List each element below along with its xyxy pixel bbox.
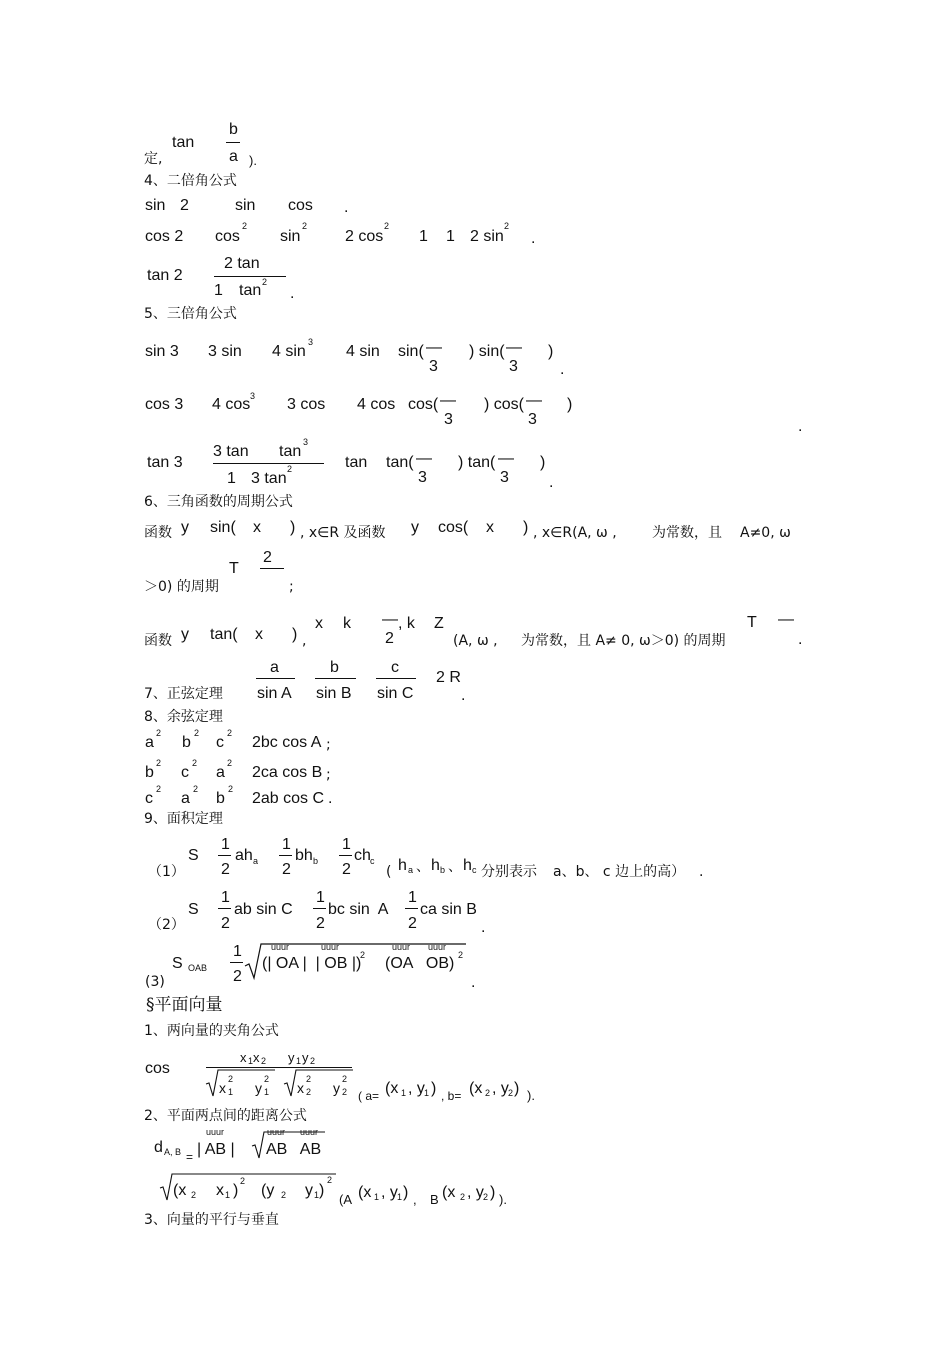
formula-token: (| OA | | OB |) <box>262 955 362 972</box>
formula-token: 2 <box>262 277 268 287</box>
formula-token: h <box>398 857 407 874</box>
formula-token: 1 <box>282 836 291 853</box>
formula-token: x <box>315 615 323 632</box>
formula-token: 2 <box>504 221 510 231</box>
formula-token: bh <box>295 847 313 864</box>
formula-token: — <box>526 392 542 409</box>
formula-token: 2 sin <box>470 228 504 245</box>
formula-token: 2 R <box>436 669 461 686</box>
formula-token: ; <box>326 737 331 753</box>
section-6-heading: 6、三角函数的周期公式 <box>144 494 293 510</box>
formula-token: 1 <box>248 1056 254 1066</box>
formula-token: 1 <box>228 1087 234 1097</box>
formula-token: . <box>481 919 486 936</box>
formula-token: 1 <box>419 228 428 245</box>
formula-token: (A <box>339 1192 352 1207</box>
formula-token: uuur <box>428 942 447 952</box>
formula-token: 2 tan <box>224 255 260 272</box>
parallel-perpendicular-heading: 3、向量的平行与垂直 <box>144 1212 279 1228</box>
formula-token: S <box>172 955 183 972</box>
formula-token: , y <box>467 1184 484 1201</box>
formula-token: 2 <box>156 758 162 768</box>
formula-token: sin( <box>398 343 424 360</box>
formula-token: — <box>426 339 442 356</box>
formula-token: 3 sin <box>208 343 242 360</box>
formula-token: 1 <box>221 836 230 853</box>
formula-token: 2 <box>460 1192 466 1202</box>
formula-token: tan 2 <box>147 267 183 284</box>
formula-token: 2 <box>408 915 417 932</box>
formula-token: 2 <box>458 950 464 960</box>
formula-token: ) <box>403 1184 409 1201</box>
formula-token: ). <box>499 1192 507 1207</box>
formula-token: A≠0, ω <box>740 525 791 541</box>
formula-token: h <box>431 857 440 874</box>
formula-token: a <box>181 790 190 807</box>
section-7-heading: 7、正弦定理 <box>144 686 223 702</box>
formula-token: sin( <box>210 519 236 536</box>
formula-token: sin <box>145 197 166 214</box>
fraction-bar <box>405 908 418 909</box>
formula-token: . <box>461 687 466 704</box>
formula-token: ) <box>567 396 573 413</box>
formula-token: cos( <box>438 519 469 536</box>
formula-token: 2 <box>287 464 293 474</box>
formula-token: = <box>186 1150 194 1164</box>
formula-token: 2 <box>221 861 230 878</box>
formula-token: 1 <box>408 889 417 906</box>
formula-token: 2 <box>306 1074 312 1084</box>
fraction-bar <box>279 855 292 856</box>
formula-token: sin A <box>257 685 292 702</box>
formula-token: — <box>382 611 398 628</box>
section-4-heading: 4、二倍角公式 <box>144 173 237 189</box>
formula-token: uuur <box>300 1127 319 1137</box>
formula-token: 2 <box>342 1087 348 1097</box>
formula-token: ( a= <box>358 1089 380 1103</box>
formula-token: , <box>302 633 307 649</box>
formula-token: 2ab cos C <box>252 790 325 807</box>
formula-token: 1 <box>221 889 230 906</box>
formula-token: uuur <box>271 942 290 952</box>
formula-token: ) <box>431 1080 437 1097</box>
formula-token: 2 <box>191 1190 197 1200</box>
formula-token: (x <box>385 1080 399 1097</box>
formula-token: OAB <box>188 963 208 973</box>
formula-token: 1 <box>342 836 351 853</box>
formula-token: ) <box>290 519 296 536</box>
formula-token: 、 <box>416 859 430 875</box>
formula-token: a <box>253 856 259 866</box>
formula-token: ) sin( <box>469 343 505 360</box>
formula-token: . <box>344 199 349 216</box>
formula-token: , x∈R 及函数 <box>300 525 386 541</box>
formula-token: c <box>181 764 189 781</box>
formula-token: cos 3 <box>145 396 184 413</box>
formula-token: bc sin A <box>328 901 389 918</box>
formula-token: c <box>216 734 224 751</box>
formula-token: 1 <box>397 1192 403 1202</box>
formula-token: 4 cos <box>212 396 251 413</box>
formula-token: ) cos( <box>484 396 524 413</box>
formula-token: uuur <box>206 1127 225 1137</box>
formula-token: . <box>699 864 704 880</box>
formula-token: 2 <box>342 1074 348 1084</box>
formula-token: y <box>302 1050 309 1065</box>
formula-token: , y <box>381 1184 398 1201</box>
formula-token: b <box>216 790 225 807</box>
formula-token: 2 <box>233 968 242 985</box>
formula-token: （1） <box>148 864 185 880</box>
formula-token: , y <box>408 1080 425 1097</box>
section-8-heading: 8、余弦定理 <box>144 709 223 725</box>
formula-token: 2bc cos A <box>252 734 322 751</box>
formula-token: — <box>498 450 514 467</box>
formula-token: B <box>430 1192 439 1207</box>
formula-token: d <box>154 1139 163 1156</box>
formula-token: 1 <box>316 889 325 906</box>
formula-token: 2 <box>156 728 162 738</box>
formula-token: (y <box>261 1182 275 1199</box>
formula-token: 1 <box>264 1087 270 1097</box>
formula-token: . <box>290 285 295 302</box>
formula-token: (x <box>442 1184 456 1201</box>
formula-token: x <box>219 1080 226 1096</box>
formula-token: 2 <box>261 1056 267 1066</box>
formula-token: 2 <box>264 1074 270 1084</box>
formula-token: sin 3 <box>145 343 179 360</box>
formula-token: 2 <box>228 784 234 794</box>
formula-token: 4 cos <box>357 396 396 413</box>
formula-token: sin <box>235 197 256 214</box>
formula-token: x <box>216 1182 224 1199</box>
formula-token: x <box>253 519 261 536</box>
vector-angle-heading: 1、两向量的夹角公式 <box>144 1023 279 1039</box>
formula-token: 2 <box>242 221 248 231</box>
formula-token: 2 <box>342 861 351 878</box>
formula-token: x <box>486 519 494 536</box>
close-paren: ). <box>249 153 257 168</box>
formula-token: tan <box>239 282 262 299</box>
formula-token: c <box>391 659 399 676</box>
formula-token: 2 <box>310 1056 316 1066</box>
fraction-bar <box>230 962 243 963</box>
formula-token: 3 <box>444 411 453 428</box>
formula-token: ) <box>319 1182 325 1199</box>
formula-token: (x <box>469 1080 483 1097</box>
formula-token: 2 <box>156 784 162 794</box>
formula-token: 3 cos <box>287 396 326 413</box>
formula-token: 2 <box>485 1088 491 1098</box>
formula-token: cos <box>288 197 313 214</box>
formula-token: b <box>182 734 191 751</box>
formula-token: 2 <box>483 1192 489 1202</box>
formula-token: | AB | <box>197 1141 235 1158</box>
formula-token: ch <box>354 847 371 864</box>
fraction-bar <box>214 276 286 277</box>
formula-token: 为常数，且 <box>652 525 722 541</box>
formula-token: 3 <box>250 391 256 401</box>
formula-token: ca sin B <box>420 901 477 918</box>
formula-token: . <box>549 474 554 491</box>
formula-token: 函数 <box>144 525 172 541</box>
formula-token: tan 3 <box>147 454 183 471</box>
formula-token: 1 <box>225 1190 231 1200</box>
formula-token: 2 <box>360 950 366 960</box>
formula-token: 1 <box>233 943 242 960</box>
formula-token: ). <box>527 1088 535 1103</box>
fraction-bar <box>213 463 324 464</box>
formula-token: 1 <box>374 1192 380 1202</box>
formula-token: . <box>328 790 333 807</box>
formula-token: sin C <box>377 685 414 702</box>
formula-token: 3 tan <box>213 443 249 460</box>
formula-token: 3 <box>528 411 537 428</box>
formula-token: x <box>255 626 263 643</box>
formula-token: 2 <box>384 221 390 231</box>
fraction-bar <box>313 908 326 909</box>
ding-text: 定, <box>144 151 163 167</box>
formula-token: 2 <box>180 197 189 214</box>
formula-token: T <box>229 560 239 577</box>
formula-token: ; <box>326 767 331 783</box>
formula-token: a、b、 c 边上的高） <box>553 864 686 880</box>
fraction-b: b <box>229 121 238 138</box>
formula-token: b <box>440 865 446 875</box>
formula-token: 2 <box>240 1176 246 1186</box>
formula-token: 4 sin <box>272 343 306 360</box>
formula-token: 2 <box>193 784 199 794</box>
fraction-bar <box>256 678 295 679</box>
formula-token: — <box>416 450 432 467</box>
formula-token: 2 <box>227 728 233 738</box>
formula-token: 1 <box>214 282 223 299</box>
formula-token: b <box>313 856 319 866</box>
formula-token: , b= <box>441 1089 462 1103</box>
formula-token: 函数 <box>144 633 172 649</box>
formula-token: (x <box>173 1182 187 1199</box>
tan-label: tan <box>172 134 195 151</box>
formula-token: (3) <box>145 974 165 990</box>
formula-token: 2 <box>192 758 198 768</box>
formula-token: cos <box>145 1060 170 1077</box>
formula-token: 2 <box>282 861 291 878</box>
formula-token: x <box>297 1080 304 1096</box>
formula-token: . <box>560 361 565 378</box>
formula-token: 2 <box>508 1088 514 1098</box>
formula-token: 1 <box>314 1190 320 1200</box>
formula-token: a <box>408 865 414 875</box>
formula-token: 2 <box>302 221 308 231</box>
formula-token: 3 <box>308 337 314 347</box>
formula-token: — <box>778 611 794 628</box>
formula-token: 2 <box>227 758 233 768</box>
formula-token: 1 <box>424 1088 430 1098</box>
formula-token: y <box>333 1080 340 1096</box>
formula-token: c <box>472 865 477 875</box>
formula-token: 1 <box>227 470 236 487</box>
formula-token: ) <box>540 454 546 471</box>
formula-token: 2 <box>316 915 325 932</box>
vector-section-heading: §平面向量 <box>146 995 223 1015</box>
section-9-heading: 9、面积定理 <box>144 811 223 827</box>
formula-token: — <box>506 339 522 356</box>
formula-token: cos( <box>408 396 439 413</box>
formula-token: sin <box>280 228 301 245</box>
formula-token: 2 <box>263 549 272 566</box>
formula-token: 4 sin <box>346 343 380 360</box>
formula-token: cos <box>215 228 240 245</box>
section-5-heading: 5、三倍角公式 <box>144 306 237 322</box>
distance-heading: 2、平面两点间的距离公式 <box>144 1108 307 1124</box>
formula-token: S <box>188 901 199 918</box>
fraction-bar <box>260 568 284 569</box>
formula-token: ah <box>235 847 253 864</box>
formula-token: y <box>181 626 189 643</box>
formula-token: , x∈R(A, ω , <box>533 525 617 541</box>
formula-token: h <box>463 857 472 874</box>
formula-token: 2 <box>306 1087 312 1097</box>
formula-token: 2ca cos B <box>252 764 323 781</box>
formula-token: (A, ω , <box>453 633 498 649</box>
formula-token: x <box>240 1050 247 1065</box>
formula-token: ) <box>514 1080 520 1097</box>
formula-token: （2） <box>148 917 185 933</box>
formula-token: 2 <box>194 728 200 738</box>
formula-token: y <box>255 1080 262 1096</box>
formula-token: 分别表示 <box>481 864 537 880</box>
formula-token: 2 <box>385 630 394 647</box>
formula-token: (OA OB) <box>385 955 455 972</box>
formula-token: 1 <box>446 228 455 245</box>
formula-token: ; <box>289 579 294 595</box>
formula-token: a <box>216 764 225 781</box>
formula-token: cos 2 <box>145 228 184 245</box>
formula-token: , y <box>492 1080 509 1097</box>
formula-token: ) <box>523 519 529 536</box>
formula-token: Z <box>434 615 444 632</box>
formula-token: y <box>181 519 189 536</box>
fraction-bar <box>218 908 231 909</box>
formula-token: . <box>471 974 476 991</box>
formula-token: tan( <box>210 626 238 643</box>
formula-token: uuur <box>392 942 411 952</box>
formula-token: T <box>747 614 757 631</box>
formula-token: uuur <box>267 1127 286 1137</box>
formula-token: 3 <box>500 469 509 486</box>
formula-token: c <box>370 856 375 866</box>
formula-token: S <box>188 847 199 864</box>
formula-token: (x <box>358 1184 372 1201</box>
formula-token: , <box>413 1192 417 1207</box>
formula-token: 3 <box>418 469 427 486</box>
formula-token: 3 tan <box>251 470 287 487</box>
formula-token: c <box>145 790 153 807</box>
formula-token: 2 <box>281 1190 287 1200</box>
formula-token: ) <box>292 626 298 643</box>
formula-token: y <box>411 519 419 536</box>
formula-token: a <box>145 734 154 751</box>
formula-token: k <box>343 615 351 632</box>
formula-token: . <box>798 418 803 435</box>
formula-token: A, B <box>164 1147 182 1157</box>
formula-token: y <box>288 1050 295 1065</box>
formula-token: 为常数，且 A≠ 0, ω＞0) 的周期 <box>521 633 726 649</box>
formula-token: 3 <box>509 358 518 375</box>
fraction-bar <box>218 855 231 856</box>
formula-token: ) <box>233 1182 239 1199</box>
formula-token: 3 <box>303 437 309 447</box>
formula-token: tan <box>279 443 302 460</box>
formula-token: a <box>270 659 279 676</box>
formula-token: ab sin C <box>234 901 293 918</box>
fraction-a: a <box>229 148 238 165</box>
fraction-bar <box>339 855 352 856</box>
formula-token: . <box>798 631 803 648</box>
formula-token: ) <box>548 343 554 360</box>
formula-token: sin B <box>316 685 352 702</box>
formula-token: 1 <box>401 1088 407 1098</box>
formula-token: . <box>531 230 536 247</box>
formula-token: tan <box>345 454 368 471</box>
fraction-bar <box>315 678 356 679</box>
formula-token: 1 <box>296 1056 302 1066</box>
formula-token: — <box>440 392 456 409</box>
formula-token: y <box>305 1182 313 1199</box>
formula-token: ( <box>386 864 392 880</box>
formula-token: b <box>330 659 339 676</box>
formula-token: AB AB <box>266 1141 322 1158</box>
formula-token: ) <box>490 1184 496 1201</box>
formula-token: ＞0) 的周期 <box>144 579 219 595</box>
formula-token: 2 <box>221 915 230 932</box>
formula-token: ) tan( <box>458 454 496 471</box>
formula-token: x <box>253 1050 260 1065</box>
fraction-bar <box>226 142 240 143</box>
formula-token: b <box>145 764 154 781</box>
formula-token: , k <box>398 615 415 632</box>
formula-token: 2 cos <box>345 228 384 245</box>
formula-token: 3 <box>429 358 438 375</box>
formula-token: 2 <box>327 1175 333 1185</box>
formula-token: tan( <box>386 454 414 471</box>
fraction-bar <box>376 678 416 679</box>
formula-token: 、 <box>448 859 462 875</box>
formula-token: uuur <box>321 942 340 952</box>
formula-token: 2 <box>228 1074 234 1084</box>
